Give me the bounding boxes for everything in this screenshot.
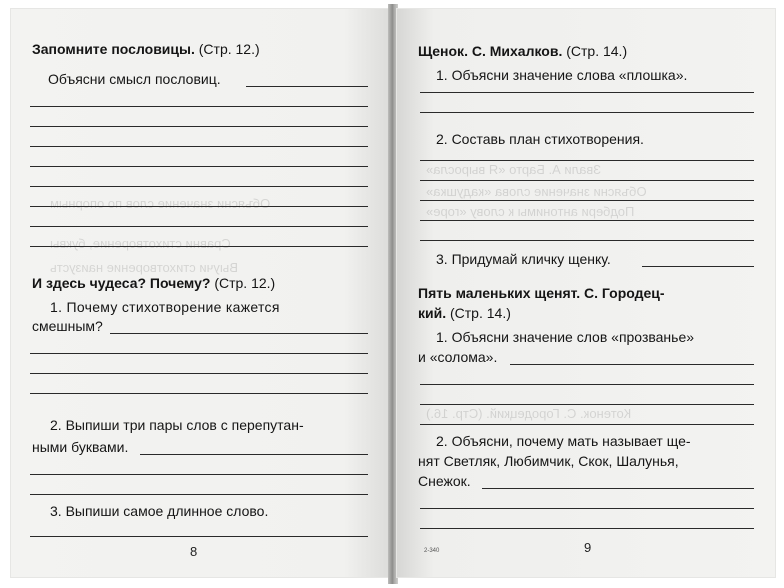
- section-heading-puppy: [418, 42, 627, 60]
- task-text: смешным?: [32, 318, 103, 334]
- section-title: Щенок. С. Михалков.: [418, 43, 563, 59]
- answer-line[interactable]: [420, 200, 754, 201]
- task-text: ными буквами.: [32, 439, 129, 455]
- section-title: Запомните пословицы.: [32, 41, 195, 57]
- page-reference: (Стр. 12.): [198, 41, 260, 57]
- page-reference: (Стр. 14.): [566, 43, 628, 59]
- answer-line[interactable]: [420, 384, 754, 385]
- answer-line[interactable]: [30, 373, 368, 374]
- section-title: И здесь чудеса? Почему?: [32, 275, 211, 291]
- answer-line[interactable]: [420, 508, 754, 509]
- page-number: 8: [190, 544, 198, 559]
- answer-line[interactable]: [420, 92, 754, 93]
- answer-line[interactable]: [30, 206, 368, 207]
- answer-line[interactable]: [30, 494, 368, 495]
- task-text: 2. Составь план стихотворения.: [436, 131, 644, 147]
- task-text: Снежок.: [418, 473, 471, 489]
- task-text: Объясни смысл пословиц.: [48, 71, 221, 87]
- answer-line[interactable]: [30, 474, 368, 475]
- page-number: 9: [584, 540, 592, 555]
- print-code: 2-340: [424, 548, 440, 554]
- answer-line[interactable]: [30, 146, 368, 147]
- answer-line[interactable]: [30, 226, 368, 227]
- answer-line[interactable]: [140, 454, 368, 455]
- answer-line[interactable]: [30, 393, 368, 394]
- right-page: Звали А. Барто «Я выросла» Объясни значение слова «кадушка» Подбери антонимы к слову «горе» Котенок. С. Городецкий. (Стр. 16.) Щенок. С. Михалков. (Стр. 14.) 1. Объясни значение слова «плошка». 2. Составь план стихотворения. 3. Придумай кличку щенку. Пять маленьких щенят. С. Городец- кий. (Стр. 14.) 1. Объясни значение слов «прозванье» и «солома». 2. Объясни, почему мать называет ще- нят Светляк, Любимчик, Скок, Шалунья, Снежок. 2-340 9: [396, 8, 776, 578]
- answer-line[interactable]: [30, 536, 368, 537]
- answer-line[interactable]: [30, 353, 368, 354]
- answer-line[interactable]: [420, 180, 754, 181]
- section-heading-miracles: [32, 274, 275, 292]
- answer-line[interactable]: [30, 126, 368, 127]
- page-reference: (Стр. 12.): [214, 275, 276, 291]
- left-page: Объясни значение слов по опорным Сравни стихотворение, буквы Выучи стихотворение наизусть Запомните пословицы. (Стр. 12.) Объясни смысл пословиц. И здесь чудеса? Почему? (Стр. 12.) 1. Почему стихотворение кажется смешным? 2. Выпиши три пары слов с перепутан- ными буквами. 3. Выпиши самое длинное слово. 8: [10, 8, 390, 578]
- page-reference: (Стр. 14.): [450, 305, 511, 321]
- section-heading-five-puppies-cont: [418, 304, 511, 322]
- answer-line[interactable]: [510, 364, 754, 365]
- task-text: 1. Объясни значение слов «прозванье»: [436, 329, 695, 345]
- answer-line[interactable]: [30, 246, 368, 247]
- task-text: 2. Выпиши три пары слов с перепутан-: [50, 417, 304, 433]
- answer-line[interactable]: [246, 86, 368, 87]
- answer-line[interactable]: [482, 488, 754, 489]
- answer-line[interactable]: [420, 112, 754, 113]
- answer-line[interactable]: [420, 424, 754, 425]
- answer-line[interactable]: [30, 106, 368, 107]
- task-text: 2. Объясни, почему мать называет ще-: [436, 433, 691, 449]
- answer-line[interactable]: [420, 220, 754, 221]
- answer-line[interactable]: [30, 166, 368, 167]
- answer-line[interactable]: [420, 528, 754, 529]
- answer-line[interactable]: [30, 186, 368, 187]
- section-heading-proverbs: [32, 40, 260, 58]
- task-text: 1. Почему стихотворение кажется: [50, 299, 280, 315]
- section-title: кий.: [418, 305, 447, 321]
- task-text: нят Светляк, Любимчик, Скок, Шалунья,: [418, 453, 679, 469]
- answer-line[interactable]: [420, 240, 754, 241]
- task-text: 3. Выпиши самое длинное слово.: [50, 503, 269, 519]
- answer-line[interactable]: [420, 160, 754, 161]
- answer-line[interactable]: [110, 333, 368, 334]
- task-text: и «солома».: [418, 349, 498, 365]
- task-text: 3. Придумай кличку щенку.: [436, 251, 611, 267]
- answer-line[interactable]: [642, 266, 754, 267]
- task-text: 1. Объясни значение слова «плошка».: [436, 67, 688, 83]
- section-heading-five-puppies: [418, 284, 665, 302]
- answer-line[interactable]: [420, 404, 754, 405]
- section-title: Пять маленьких щенят. С. Городец-: [418, 285, 665, 301]
